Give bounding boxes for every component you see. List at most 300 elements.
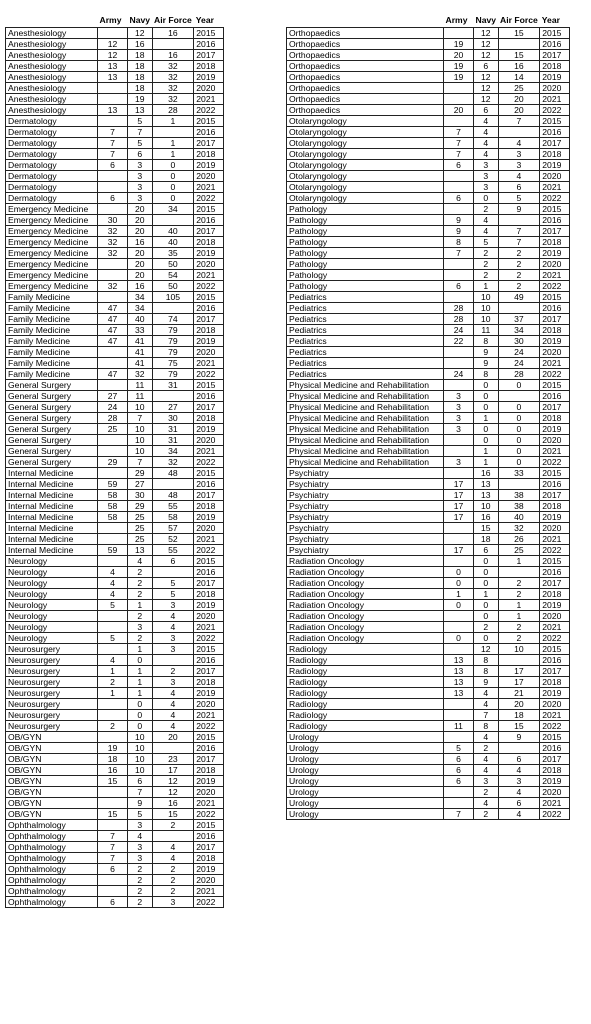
left-table-body xyxy=(6,27,224,907)
army-cell: 13 xyxy=(98,104,128,115)
navy-cell: 9 xyxy=(474,346,499,357)
specialty-cell: Radiation Oncology xyxy=(287,566,444,577)
army-cell: 30 xyxy=(98,214,128,225)
specialty-cell: Internal Medicine xyxy=(6,467,98,478)
air-force-cell: 4 xyxy=(152,852,194,863)
specialty-cell: Orthopaedics xyxy=(287,27,444,38)
specialty-cell: Neurology xyxy=(6,566,98,577)
specialty-cell: Radiology xyxy=(287,654,444,665)
navy-cell: 4 xyxy=(474,731,499,742)
navy-cell: 0 xyxy=(128,698,153,709)
army-cell: 28 xyxy=(444,302,474,313)
air-force-cell: 32 xyxy=(152,82,194,93)
table-row xyxy=(6,599,224,610)
year-cell: 2020 xyxy=(540,434,570,445)
table-row xyxy=(287,82,570,93)
specialty-cell: OB/GYN xyxy=(6,742,98,753)
air-force-cell: 7 xyxy=(498,225,540,236)
table-row xyxy=(6,665,224,676)
year-cell: 2021 xyxy=(194,445,224,456)
air-force-cell: 55 xyxy=(152,544,194,555)
table-row xyxy=(287,621,570,632)
air-force-cell: 25 xyxy=(498,544,540,555)
air-force-cell: 4 xyxy=(498,137,540,148)
army-cell: 7 xyxy=(98,852,128,863)
army-cell: 28 xyxy=(444,313,474,324)
air-force-cell: 0 xyxy=(498,401,540,412)
army-cell xyxy=(444,610,474,621)
air-force-header: Air Force xyxy=(154,14,192,25)
table-row xyxy=(6,181,224,192)
specialty-cell: Neurosurgery xyxy=(6,643,98,654)
year-cell: 2019 xyxy=(194,159,224,170)
table-row xyxy=(287,511,570,522)
year-cell: 2021 xyxy=(194,357,224,368)
specialty-cell: Anesthesiology xyxy=(6,71,98,82)
specialty-cell: Internal Medicine xyxy=(6,489,98,500)
specialty-cell: Psychiatry xyxy=(287,544,444,555)
air-force-cell: 3 xyxy=(152,599,194,610)
specialty-cell: Dermatology xyxy=(6,181,98,192)
table-row xyxy=(6,687,224,698)
army-cell: 6 xyxy=(444,280,474,291)
navy-cell: 2 xyxy=(474,258,499,269)
air-force-cell: 79 xyxy=(152,368,194,379)
air-force-cell: 32 xyxy=(152,93,194,104)
army-header: Army xyxy=(445,14,468,25)
army-cell: 6 xyxy=(444,753,474,764)
navy-cell: 16 xyxy=(128,38,153,49)
year-cell: 2021 xyxy=(540,797,570,808)
year-cell: 2021 xyxy=(194,269,224,280)
army-cell xyxy=(444,115,474,126)
air-force-cell: 18 xyxy=(498,709,540,720)
navy-cell: 32 xyxy=(128,368,153,379)
year-cell: 2019 xyxy=(540,247,570,258)
table-row xyxy=(6,555,224,566)
air-force-cell: 4 xyxy=(152,621,194,632)
army-cell xyxy=(98,82,128,93)
table-row xyxy=(6,280,224,291)
navy-cell: 20 xyxy=(128,225,153,236)
specialty-cell: Ophthalmology xyxy=(6,819,98,830)
army-cell: 7 xyxy=(444,247,474,258)
navy-cell: 4 xyxy=(128,830,153,841)
air-force-cell xyxy=(152,214,194,225)
navy-cell: 27 xyxy=(128,478,153,489)
navy-cell: 9 xyxy=(128,797,153,808)
specialty-cell: Neurology xyxy=(6,555,98,566)
table-row xyxy=(6,357,224,368)
navy-cell: 2 xyxy=(128,885,153,896)
specialty-cell: Anesthesiology xyxy=(6,82,98,93)
table-row xyxy=(287,203,570,214)
air-force-cell: 9 xyxy=(498,203,540,214)
air-force-cell: 58 xyxy=(152,511,194,522)
specialty-cell: Pathology xyxy=(287,269,444,280)
air-force-cell: 1 xyxy=(152,148,194,159)
table-row xyxy=(6,764,224,775)
year-cell: 2019 xyxy=(194,775,224,786)
specialty-cell: Family Medicine xyxy=(6,346,98,357)
table-row xyxy=(287,368,570,379)
table-row xyxy=(6,137,224,148)
table-row xyxy=(6,698,224,709)
navy-cell: 8 xyxy=(474,368,499,379)
specialty-cell: Neurosurgery xyxy=(6,709,98,720)
year-cell: 2017 xyxy=(194,313,224,324)
army-cell: 20 xyxy=(444,104,474,115)
specialty-cell: General Surgery xyxy=(6,456,98,467)
table-row xyxy=(6,467,224,478)
air-force-cell: 7 xyxy=(498,236,540,247)
air-force-cell: 4 xyxy=(152,709,194,720)
table-row xyxy=(6,896,224,907)
navy-cell: 20 xyxy=(128,214,153,225)
army-cell: 58 xyxy=(98,511,128,522)
air-force-cell xyxy=(498,566,540,577)
specialty-cell: Anesthesiology xyxy=(6,27,98,38)
table-row xyxy=(6,60,224,71)
army-cell: 4 xyxy=(98,588,128,599)
army-cell: 6 xyxy=(98,863,128,874)
year-cell: 2017 xyxy=(540,753,570,764)
air-force-cell: 54 xyxy=(152,269,194,280)
army-cell xyxy=(98,291,128,302)
table-row xyxy=(6,225,224,236)
year-cell: 2017 xyxy=(540,225,570,236)
navy-cell: 10 xyxy=(128,434,153,445)
air-force-cell: 79 xyxy=(152,346,194,357)
table-row xyxy=(6,379,224,390)
air-force-cell: 6 xyxy=(498,181,540,192)
table-row xyxy=(6,258,224,269)
army-cell xyxy=(444,82,474,93)
year-cell: 2015 xyxy=(194,555,224,566)
table-row xyxy=(287,456,570,467)
table-row xyxy=(287,71,570,82)
year-cell: 2019 xyxy=(540,599,570,610)
year-cell: 2022 xyxy=(194,632,224,643)
year-cell: 2019 xyxy=(194,511,224,522)
navy-cell: 4 xyxy=(474,126,499,137)
army-cell xyxy=(98,885,128,896)
year-cell: 2020 xyxy=(194,434,224,445)
table-row xyxy=(6,775,224,786)
air-force-cell: 3 xyxy=(152,676,194,687)
table-row xyxy=(6,93,224,104)
navy-cell: 19 xyxy=(128,93,153,104)
navy-cell: 10 xyxy=(128,423,153,434)
specialty-cell: Family Medicine xyxy=(6,357,98,368)
year-cell: 2017 xyxy=(194,489,224,500)
year-cell: 2016 xyxy=(194,830,224,841)
specialty-cell: Dermatology xyxy=(6,126,98,137)
navy-cell: 1 xyxy=(474,588,499,599)
army-cell xyxy=(98,621,128,632)
air-force-cell: 1 xyxy=(498,599,540,610)
specialty-cell: Orthopaedics xyxy=(287,38,444,49)
navy-cell: 11 xyxy=(128,390,153,401)
table-row xyxy=(6,753,224,764)
table-row xyxy=(287,390,570,401)
year-cell: 2022 xyxy=(194,192,224,203)
air-force-cell: 34 xyxy=(152,203,194,214)
air-force-cell: 32 xyxy=(152,71,194,82)
air-force-cell: 16 xyxy=(152,797,194,808)
year-cell: 2021 xyxy=(194,885,224,896)
table-row xyxy=(6,27,224,38)
air-force-cell: 10 xyxy=(498,643,540,654)
year-cell: 2021 xyxy=(540,357,570,368)
navy-cell: 0 xyxy=(128,720,153,731)
table-row xyxy=(6,324,224,335)
army-cell: 19 xyxy=(444,38,474,49)
year-cell: 2015 xyxy=(540,115,570,126)
air-force-cell: 40 xyxy=(498,511,540,522)
navy-cell: 10 xyxy=(474,500,499,511)
navy-cell: 3 xyxy=(128,621,153,632)
air-force-cell xyxy=(498,742,540,753)
specialty-cell: Ophthalmology xyxy=(6,874,98,885)
army-cell: 3 xyxy=(444,423,474,434)
specialty-cell: Pediatrics xyxy=(287,346,444,357)
army-cell xyxy=(444,258,474,269)
table-row xyxy=(6,313,224,324)
table-row xyxy=(6,533,224,544)
table-row xyxy=(287,126,570,137)
specialty-cell: Pediatrics xyxy=(287,313,444,324)
army-cell xyxy=(98,874,128,885)
specialty-cell: Radiology xyxy=(287,698,444,709)
air-force-cell: 0 xyxy=(152,159,194,170)
navy-cell: 1 xyxy=(128,665,153,676)
table-row xyxy=(287,137,570,148)
table-row xyxy=(287,643,570,654)
air-force-cell: 38 xyxy=(498,489,540,500)
year-cell: 2016 xyxy=(540,654,570,665)
year-cell: 2016 xyxy=(194,742,224,753)
year-cell: 2020 xyxy=(194,522,224,533)
air-force-cell: 40 xyxy=(152,225,194,236)
navy-cell: 0 xyxy=(128,654,153,665)
navy-cell: 0 xyxy=(474,423,499,434)
air-force-cell: 2 xyxy=(498,269,540,280)
table-row xyxy=(287,401,570,412)
air-force-cell: 12 xyxy=(152,775,194,786)
navy-cell: 4 xyxy=(474,797,499,808)
army-cell: 24 xyxy=(98,401,128,412)
navy-cell: 3 xyxy=(128,841,153,852)
air-force-cell: 0 xyxy=(152,192,194,203)
table-row xyxy=(6,863,224,874)
army-cell: 47 xyxy=(98,313,128,324)
specialty-cell: Emergency Medicine xyxy=(6,214,98,225)
year-cell: 2019 xyxy=(194,599,224,610)
army-cell xyxy=(444,797,474,808)
table-row xyxy=(287,544,570,555)
specialty-cell: Psychiatry xyxy=(287,489,444,500)
army-cell: 7 xyxy=(444,126,474,137)
specialty-cell: Anesthesiology xyxy=(6,104,98,115)
table-row xyxy=(6,786,224,797)
army-cell xyxy=(444,467,474,478)
year-cell: 2020 xyxy=(194,610,224,621)
air-force-cell: 3 xyxy=(498,148,540,159)
table-row xyxy=(6,390,224,401)
army-cell xyxy=(444,269,474,280)
air-force-cell: 50 xyxy=(152,258,194,269)
army-cell xyxy=(444,522,474,533)
navy-cell: 16 xyxy=(128,280,153,291)
table-row xyxy=(287,731,570,742)
navy-cell: 4 xyxy=(474,137,499,148)
specialty-cell: Internal Medicine xyxy=(6,500,98,511)
year-cell: 2022 xyxy=(540,544,570,555)
year-cell: 2017 xyxy=(540,577,570,588)
year-cell: 2018 xyxy=(540,412,570,423)
specialty-cell: Radiation Oncology xyxy=(287,599,444,610)
year-cell: 2021 xyxy=(194,533,224,544)
army-cell: 6 xyxy=(444,192,474,203)
army-cell xyxy=(444,291,474,302)
year-cell: 2015 xyxy=(540,379,570,390)
specialty-cell: General Surgery xyxy=(6,423,98,434)
navy-cell: 41 xyxy=(128,346,153,357)
army-cell: 7 xyxy=(98,841,128,852)
navy-cell: 3 xyxy=(128,181,153,192)
air-force-cell: 7 xyxy=(498,115,540,126)
army-cell: 6 xyxy=(444,159,474,170)
specialty-cell: Ophthalmology xyxy=(6,863,98,874)
table-row xyxy=(287,225,570,236)
army-cell: 4 xyxy=(98,654,128,665)
year-cell: 2016 xyxy=(540,478,570,489)
year-cell: 2015 xyxy=(540,555,570,566)
year-cell: 2018 xyxy=(540,500,570,511)
table-row xyxy=(6,126,224,137)
year-cell: 2019 xyxy=(194,687,224,698)
year-cell: 2018 xyxy=(540,236,570,247)
year-cell: 2016 xyxy=(540,566,570,577)
army-cell: 16 xyxy=(98,764,128,775)
navy-cell: 2 xyxy=(474,247,499,258)
air-force-cell: 4 xyxy=(498,786,540,797)
air-force-cell: 4 xyxy=(498,764,540,775)
specialty-cell: Pediatrics xyxy=(287,335,444,346)
army-cell: 7 xyxy=(98,830,128,841)
table-row xyxy=(287,665,570,676)
air-force-cell: 4 xyxy=(152,687,194,698)
table-row xyxy=(6,731,224,742)
table-row xyxy=(6,214,224,225)
air-force-cell: 48 xyxy=(152,467,194,478)
year-cell: 2015 xyxy=(194,27,224,38)
year-cell: 2020 xyxy=(540,786,570,797)
army-cell xyxy=(444,731,474,742)
table-row xyxy=(6,445,224,456)
army-cell: 58 xyxy=(98,500,128,511)
specialty-cell: Neurology xyxy=(6,610,98,621)
table-row xyxy=(6,335,224,346)
army-cell: 3 xyxy=(444,401,474,412)
army-cell: 15 xyxy=(98,808,128,819)
year-cell: 2017 xyxy=(540,137,570,148)
year-cell: 2018 xyxy=(194,412,224,423)
year-cell: 2017 xyxy=(194,225,224,236)
army-cell: 24 xyxy=(444,324,474,335)
air-force-cell: 33 xyxy=(498,467,540,478)
year-header: Year xyxy=(195,14,214,25)
army-cell: 6 xyxy=(98,896,128,907)
navy-cell: 8 xyxy=(474,665,499,676)
navy-cell: 16 xyxy=(474,511,499,522)
specialty-cell: Emergency Medicine xyxy=(6,247,98,258)
navy-cell: 41 xyxy=(128,335,153,346)
navy-cell: 12 xyxy=(474,27,499,38)
table-row xyxy=(287,115,570,126)
table-row xyxy=(287,357,570,368)
specialty-cell: Orthopaedics xyxy=(287,82,444,93)
specialty-cell: Pediatrics xyxy=(287,324,444,335)
army-cell: 12 xyxy=(98,49,128,60)
specialty-cell: Physical Medicine and Rehabilitation xyxy=(287,445,444,456)
air-force-cell: 0 xyxy=(498,379,540,390)
specialty-cell: Pathology xyxy=(287,225,444,236)
specialty-cell: Internal Medicine xyxy=(6,522,98,533)
year-cell: 2018 xyxy=(540,676,570,687)
navy-cell: 2 xyxy=(474,621,499,632)
navy-cell: 4 xyxy=(474,687,499,698)
specialty-cell: OB/GYN xyxy=(6,731,98,742)
air-force-cell: 32 xyxy=(152,456,194,467)
specialty-cell: Ophthalmology xyxy=(6,852,98,863)
year-cell: 2019 xyxy=(194,335,224,346)
air-force-cell: 37 xyxy=(498,313,540,324)
army-cell xyxy=(444,346,474,357)
army-cell: 2 xyxy=(98,676,128,687)
army-cell: 47 xyxy=(98,302,128,313)
year-cell: 2015 xyxy=(540,467,570,478)
air-force-cell: 35 xyxy=(152,247,194,258)
air-force-cell xyxy=(152,38,194,49)
air-force-cell: 74 xyxy=(152,313,194,324)
specialty-cell: Urology xyxy=(287,775,444,786)
air-force-cell: 3 xyxy=(152,643,194,654)
army-cell: 58 xyxy=(98,489,128,500)
specialty-cell: General Surgery xyxy=(6,445,98,456)
army-cell: 12 xyxy=(98,38,128,49)
specialty-cell: Family Medicine xyxy=(6,324,98,335)
table-row xyxy=(6,632,224,643)
air-force-cell: 1 xyxy=(152,115,194,126)
specialty-cell: Emergency Medicine xyxy=(6,269,98,280)
air-force-cell: 3 xyxy=(152,896,194,907)
table-row xyxy=(287,181,570,192)
year-cell: 2019 xyxy=(194,423,224,434)
air-force-cell: 2 xyxy=(498,280,540,291)
air-force-cell: 34 xyxy=(498,324,540,335)
navy-cell: 41 xyxy=(128,357,153,368)
air-force-cell: 38 xyxy=(498,500,540,511)
army-cell xyxy=(98,357,128,368)
table-row xyxy=(287,632,570,643)
specialty-cell: Emergency Medicine xyxy=(6,280,98,291)
army-cell: 6 xyxy=(98,192,128,203)
army-cell xyxy=(98,93,128,104)
air-force-cell: 6 xyxy=(498,797,540,808)
specialty-cell: Pathology xyxy=(287,280,444,291)
